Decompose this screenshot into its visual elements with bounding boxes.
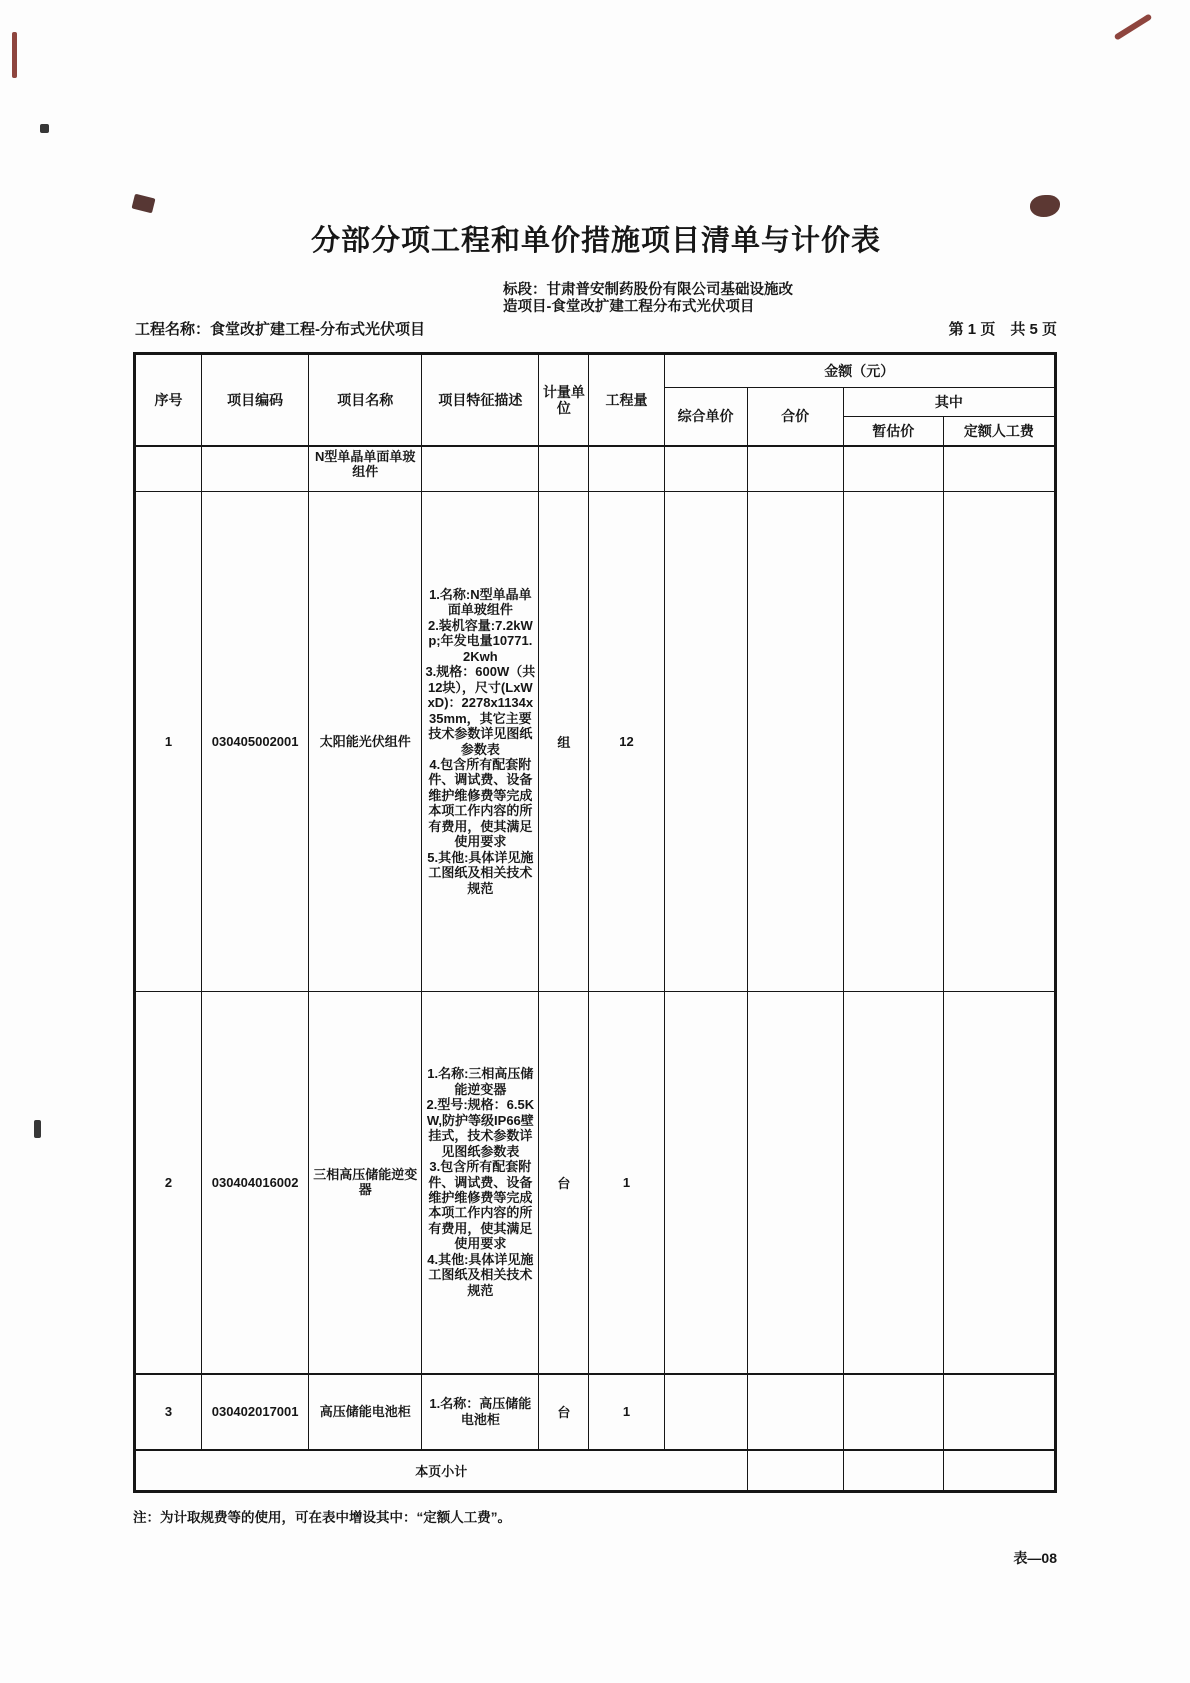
feature-cell — [422, 492, 539, 992]
seq-cell: 3 — [135, 1374, 202, 1450]
provisional-cell — [843, 1374, 943, 1450]
code-cell — [202, 446, 309, 492]
bill-of-quantities-table — [133, 352, 1057, 1493]
header-amount-group: 金额（元） — [664, 354, 1055, 388]
quantity-cell: 1 — [589, 1374, 664, 1450]
feature-item: 1.名称:N型单晶单面单玻组件 — [429, 586, 532, 618]
scan-artifact — [1114, 13, 1153, 40]
labor-cell — [943, 1450, 1055, 1492]
header-of-which: 其中 — [843, 388, 1055, 417]
footnote: 注：为计取规费等的使用，可在表中增设其中：“定额人工费”。 — [133, 1510, 511, 1525]
feature-item: 4.包含所有配套附件、调试费、设备维护维修费等完成本项工作内容的所有费用，使其满足使用要求 — [428, 756, 533, 850]
seq-cell: 1 — [135, 492, 202, 992]
provisional-cell — [843, 1450, 943, 1492]
labor-cell — [943, 1374, 1055, 1450]
unit-price-cell — [664, 1374, 747, 1450]
header-feature: 项目特征描述 — [422, 354, 539, 446]
subtotal-row — [135, 1450, 1056, 1492]
unit-cell: 组 — [539, 492, 589, 992]
header-unit-price: 综合单价 — [664, 388, 747, 446]
category-name-cell: N型单晶单面单玻组件 — [309, 446, 422, 492]
table-row — [135, 992, 1056, 1374]
header-name: 项目名称 — [309, 354, 422, 446]
feature-cell — [422, 446, 539, 492]
name-cell: 三相高压储能逆变器 — [309, 992, 422, 1374]
code-cell: 030402017001 — [202, 1374, 309, 1450]
name-cell: 太阳能光伏组件 — [309, 492, 422, 992]
header-quantity: 工程量 — [589, 354, 664, 446]
feature-item: 4.其他:具体详见施工图纸及相关技术规范 — [427, 1251, 534, 1298]
unit-cell — [539, 446, 589, 492]
section-info: 标段：甘肃普安制药股份有限公司基础设施改造项目-食堂改扩建工程分布式光伏项目 — [503, 282, 793, 316]
total-price-cell — [747, 1374, 843, 1450]
page-indicator: 第 1 页 共 5 页 — [948, 321, 1057, 338]
scan-artifact — [40, 124, 49, 133]
unit-price-cell — [664, 446, 747, 492]
total-price-cell — [747, 992, 843, 1374]
provisional-cell — [843, 992, 943, 1374]
labor-cell — [943, 992, 1055, 1374]
feature-item: 3.包含所有配套附件、调试费、设备维护维修费等完成本项工作内容的所有费用，使其满足使用要求 — [428, 1159, 533, 1252]
labor-cell — [943, 492, 1055, 992]
category-row — [135, 446, 1056, 492]
seq-cell: 2 — [135, 992, 202, 1374]
subtotal-label: 本页小计 — [135, 1450, 748, 1492]
scan-artifact — [1030, 195, 1060, 217]
header-row-1 — [135, 354, 1056, 388]
labor-cell — [943, 446, 1055, 492]
unit-price-cell — [664, 992, 747, 1374]
feature-cell — [422, 992, 539, 1374]
form-code: 表—08 — [1013, 1550, 1057, 1566]
feature-item: 2.型号:规格：6.5KW,防护等级IP66壁挂式，技术参数详见图纸参数表 — [426, 1097, 535, 1159]
feature-item: 5.其他:具体详见施工图纸及相关技术规范 — [427, 849, 534, 896]
table-row — [135, 492, 1056, 992]
feature-item: 1.名称:三相高压储能逆变器 — [427, 1066, 534, 1097]
code-cell: 030404016002 — [202, 992, 309, 1374]
code-cell: 030405002001 — [202, 492, 309, 992]
unit-cell: 台 — [539, 1374, 589, 1450]
scan-artifact — [34, 1120, 41, 1138]
feature-item: 2.装机容量:7.2kWp;年发电量10771.2Kwh — [427, 617, 533, 664]
header-total-price: 合价 — [747, 388, 843, 446]
total-price-cell — [747, 1450, 843, 1492]
header-unit: 计量单位 — [539, 354, 589, 446]
total-price-cell — [747, 446, 843, 492]
header-provisional: 暂估价 — [843, 417, 943, 446]
page-title: 分部分项工程和单价措施项目清单与计价表 — [310, 225, 881, 257]
header-labor: 定额人工费 — [943, 417, 1055, 446]
feature-item: 3.规格：600W（共12块），尺寸(LxWxD)：2278x1134x35mm，其它主要技术参数详见图纸参数表 — [425, 664, 536, 757]
name-cell: 高压储能电池柜 — [309, 1374, 422, 1450]
scan-artifact — [131, 194, 155, 214]
provisional-cell — [843, 492, 943, 992]
header-seq: 序号 — [135, 354, 202, 446]
feature-item: 1.名称：高压储能电池柜 — [429, 1396, 532, 1427]
header-code: 项目编码 — [202, 354, 309, 446]
quantity-cell — [589, 446, 664, 492]
feature-cell — [422, 1374, 539, 1450]
scan-artifact — [12, 32, 17, 78]
unit-price-cell — [664, 492, 747, 992]
quantity-cell: 12 — [589, 492, 664, 992]
seq-cell — [135, 446, 202, 492]
table-row — [135, 1374, 1056, 1450]
project-name: 工程名称：食堂改扩建工程-分布式光伏项目 — [135, 321, 425, 338]
provisional-cell — [843, 446, 943, 492]
total-price-cell — [747, 492, 843, 992]
unit-cell: 台 — [539, 992, 589, 1374]
quantity-cell: 1 — [589, 992, 664, 1374]
